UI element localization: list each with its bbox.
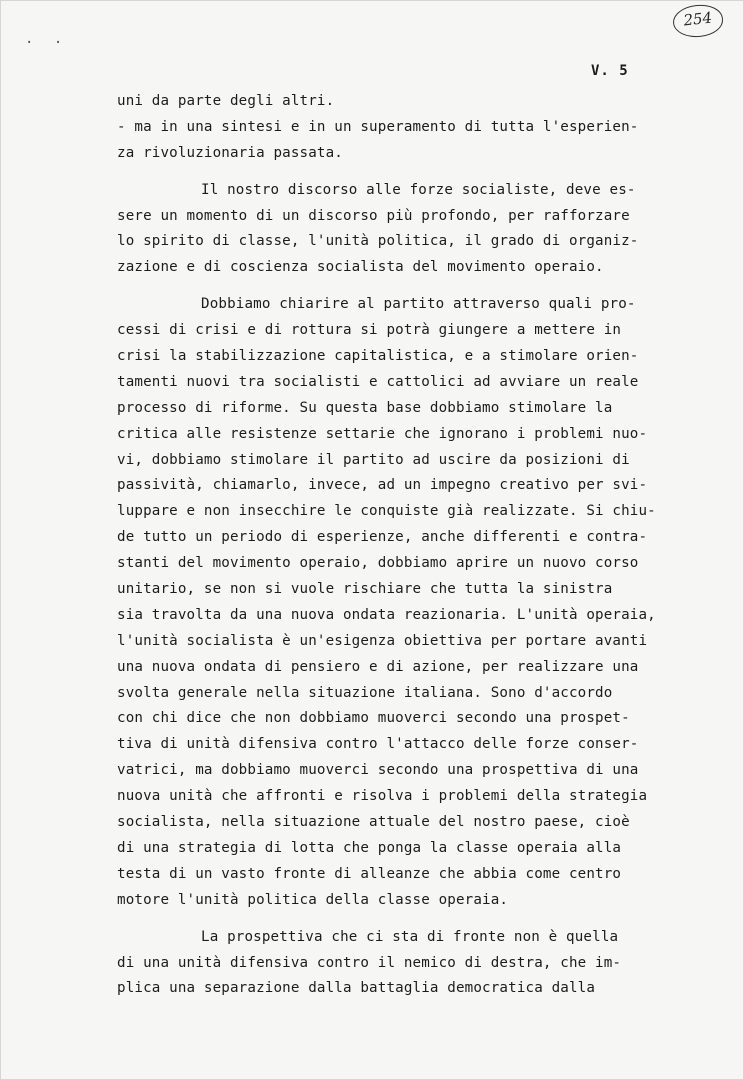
text-line: uni da parte degli altri. [117,93,335,109]
text-line: svolta generale nella situazione italiana. Sono d'accordo [117,684,613,701]
text-line: con chi dice che non dobbiamo muoverci secondo una prospet- [117,710,630,727]
text-line: passività, chiamarlo, invece, ad un impegno creativo per svi- [117,477,648,494]
text-line: di una strategia di lotta che ponga la classe operaia alla [117,839,622,856]
text-line: tamenti nuovi tra socialisti e cattolici ad avviare un reale [117,373,639,390]
text-line: testa di un vasto fronte di alleanze che abbia come centro [117,865,622,882]
text-line: La prospettiva che ci sta di fronte non è quella [201,928,619,945]
paragraph-continuation [117,89,677,167]
paragraph-2 [117,292,677,913]
text-line: - ma in una sintesi e in un superamento di tutta l'esperien- [117,118,639,135]
margin-mark: · · [25,35,69,51]
text-line: critica alle resistenze settarie che ignorano i problemi nuo- [117,425,648,442]
text-line: una nuova ondata di pensiero e di azione, per realizzare una [117,658,639,675]
text-line: Il nostro discorso alle forze socialiste, deve es- [201,181,636,198]
text-line: sia travolta da una nuova ondata reazionaria. L'unità operaia, [117,606,656,623]
text-line: crisi la stabilizzazione capitalistica, e a stimolare orien- [117,348,639,365]
text-line: unitario, se non si vuole rischiare che tutta la sinistra [117,581,613,598]
text-line: socialista, nella situazione attuale del nostro paese, cioè [117,814,630,831]
text-line: sere un momento di un discorso più profondo, per rafforzare [117,207,630,224]
text-line: l'unità socialista è un'esigenza obiettiva per portare avanti [117,632,648,649]
archive-number-stamp [671,2,724,39]
text-line: stanti del movimento operaio, dobbiamo aprire un nuovo corso [117,555,639,572]
text-line: vatrici, ma dobbiamo muoverci secondo una prospettiva di una [117,762,639,779]
text-line: lo spirito di classe, l'unità politica, il grado di organiz- [117,233,639,250]
text-line: vi, dobbiamo stimolare il partito ad uscire da posizioni di [117,451,630,468]
document-body [117,89,677,1002]
paragraph-1 [117,178,677,282]
text-line: plica una separazione dalla battaglia democratica dalla [117,980,596,997]
text-line: luppare e non insecchire le conquiste già realizzate. Si chiu- [117,503,656,520]
archive-number: 254 [682,8,713,30]
text-line: za rivoluzionaria passata. [117,144,343,161]
text-line: zazione e di coscienza socialista del movimento operaio. [117,259,604,276]
text-line: di una unità difensiva contro il nemico di destra, che im- [117,954,622,971]
text-line: tiva di unità difensiva contro l'attacco delle forze conser- [117,736,639,753]
paragraph-3 [117,925,677,1003]
text-line: motore l'unità politica della classe operaia. [117,891,509,908]
page-number: V. 5 [591,63,629,79]
text-line: Dobbiamo chiarire al partito attraverso quali pro- [201,296,636,313]
text-line: nuova unità che affronti e risolva i problemi della strategia [117,788,648,805]
text-line: de tutto un periodo di esperienze, anche differenti e contra- [117,529,648,546]
text-line: cessi di crisi e di rottura si potrà giungere a mettere in [117,322,622,339]
text-line: processo di riforme. Su questa base dobbiamo stimolare la [117,399,613,416]
